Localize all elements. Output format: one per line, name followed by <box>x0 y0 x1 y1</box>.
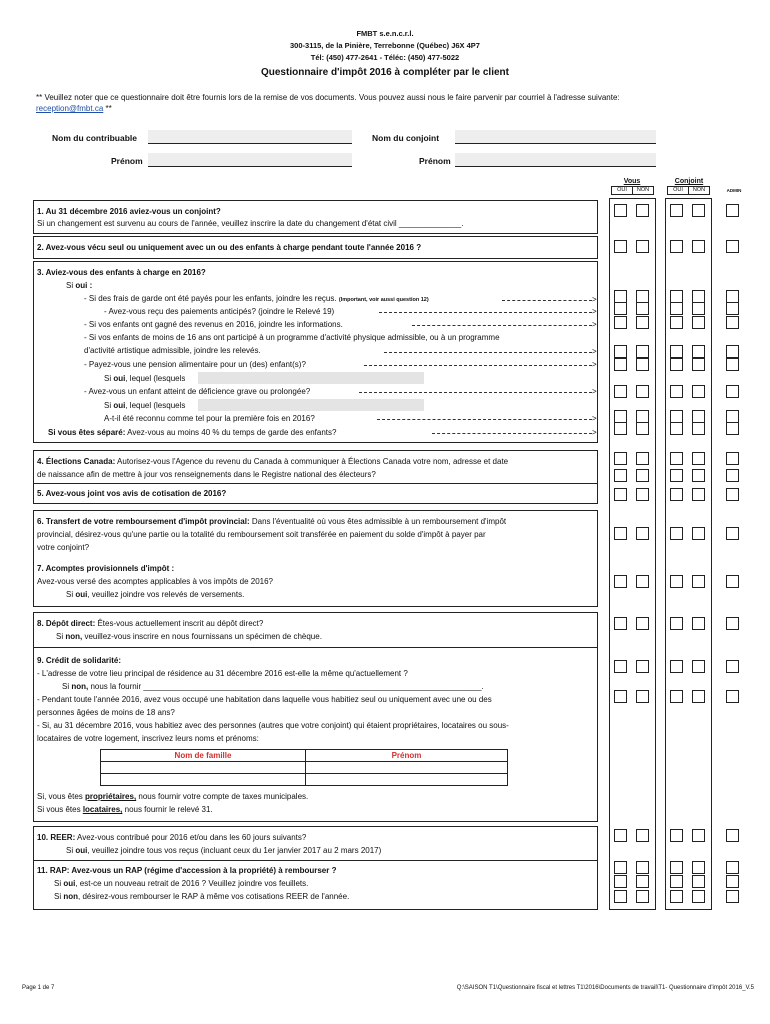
q9-l5-pre: Si, vous êtes <box>37 792 86 801</box>
admin-checkbox[interactable] <box>726 345 739 358</box>
q9-l5-post: nous fournir votre compte de taxes municipales. <box>136 792 309 801</box>
table-cell[interactable] <box>306 762 508 774</box>
admin-checkbox[interactable] <box>726 385 739 398</box>
vous-oui-checkbox[interactable] <box>614 316 627 329</box>
vous-non-checkbox[interactable] <box>636 302 649 315</box>
q11-l1-pre: Si <box>54 879 64 888</box>
admin-checkbox[interactable] <box>726 527 739 540</box>
conjoint-non-checkbox[interactable] <box>692 204 705 217</box>
q3-l10-text: Avez-vous au moins 40 % du temps de garde des enfants? <box>125 428 337 437</box>
q3-l3: - Si vos enfants ont gagné des revenus en 2016, joindre les informations. <box>84 320 343 329</box>
col-nom-header: Nom de famille <box>101 750 306 762</box>
conjoint-non-checkbox[interactable] <box>692 469 705 482</box>
vous-oui-checkbox[interactable] <box>614 875 627 888</box>
conjoint-oui-checkbox[interactable] <box>670 875 683 888</box>
q6-text: Dans l'éventualité où vous êtes admissible à un remboursement d'impôt <box>249 517 507 526</box>
conjoint-non-checkbox[interactable] <box>692 302 705 315</box>
leader-line <box>502 300 592 301</box>
admin-checkbox[interactable] <box>726 316 739 329</box>
q3-l10 <box>48 426 336 439</box>
vous-oui-checkbox[interactable] <box>614 861 627 874</box>
conjoint-non-checkbox[interactable] <box>692 240 705 253</box>
q9-title: 9. Crédit de solidarité: <box>37 656 122 665</box>
conjoint-oui-checkbox[interactable] <box>670 302 683 315</box>
vous-oui-checkbox[interactable] <box>614 385 627 398</box>
admin-checkbox[interactable] <box>726 690 739 703</box>
vous-non-checkbox[interactable] <box>636 617 649 630</box>
q6-l3: votre conjoint? <box>37 543 90 552</box>
conjoint-oui-checkbox[interactable] <box>670 488 683 501</box>
arrow-icon: > <box>592 347 597 356</box>
leader-line <box>379 312 592 313</box>
q3-l6-bold: oui <box>113 374 126 383</box>
table-cell[interactable] <box>306 774 508 786</box>
vous-non-checkbox[interactable] <box>636 452 649 465</box>
q3-l1-note: (Important, voir aussi question 12) <box>338 297 429 303</box>
q11-l2-pre: Si <box>54 892 64 901</box>
vous-non-header: NON <box>632 186 654 195</box>
page-number: Page 1 de 7 <box>22 985 55 991</box>
vous-oui-checkbox[interactable] <box>614 302 627 315</box>
conjoint-non-checkbox[interactable] <box>692 452 705 465</box>
q9-l6-pre: Si vous êtes <box>37 805 83 814</box>
conjoint-non-checkbox[interactable] <box>692 527 705 540</box>
admin-checkbox[interactable] <box>726 617 739 630</box>
arrow-icon: > <box>592 414 597 423</box>
admin-checkbox[interactable] <box>726 204 739 217</box>
vous-oui-checkbox[interactable] <box>614 422 627 435</box>
q9-l5-bold: propriétaires, <box>85 792 137 801</box>
q9-l2 <box>62 680 484 693</box>
conjoint-non-checkbox[interactable] <box>692 875 705 888</box>
leader-line <box>359 392 592 393</box>
q7-title: 7. Acomptes provisionnels d'impôt : <box>37 564 175 573</box>
vous-oui-checkbox[interactable] <box>614 829 627 842</box>
q3-l9: A-t-il été reconnu comme tel pour la première fois en 2016? <box>104 414 315 423</box>
q3-l2: - Avez-vous reçu des paiements anticipés? (joindre le Relevé 19) <box>104 307 335 316</box>
q8-l2-post: veuillez-vous inscrire en nous fournissans un spécimen de chèque. <box>82 632 322 641</box>
vous-oui-checkbox[interactable] <box>614 345 627 358</box>
note <box>36 92 736 114</box>
q4-title: 4. Élections Canada: <box>37 457 116 466</box>
admin-header: ADMIN <box>726 188 742 193</box>
leader-line <box>384 352 592 353</box>
q9-l6 <box>37 803 213 816</box>
admin-checkbox[interactable] <box>726 861 739 874</box>
q2-title: 2. Avez-vous vécu seul ou uniquement avec un ou des enfants à charge pendant toute l'année 2016 ? <box>37 243 422 252</box>
firm-name: FMBT s.e.n.c.r.l. <box>356 29 414 38</box>
vous-non-checkbox[interactable] <box>636 861 649 874</box>
q6-l1 <box>37 515 506 528</box>
arrow-icon: > <box>592 360 597 369</box>
q9-l6-bold: locataires, <box>82 805 123 814</box>
conjoint-non-checkbox[interactable] <box>692 575 705 588</box>
q10-l2-bold: oui <box>75 846 88 855</box>
vous-oui-checkbox[interactable] <box>614 488 627 501</box>
q3-title: 3. Aviez-vous des enfants à charge en 2016? <box>37 268 206 277</box>
q11-l2 <box>54 890 349 903</box>
prenom-conjoint-label: Prénom <box>419 156 451 166</box>
conjoint-oui-checkbox[interactable] <box>670 890 683 903</box>
q9-l4a: - Si, au 31 décembre 2016, vous habitiez avec des personnes (autres que votre conjoint) qui étaient propriétaires, locataires ou sous- <box>37 721 509 730</box>
section-10-11 <box>33 826 598 910</box>
vous-non-checkbox[interactable] <box>636 527 649 540</box>
vous-oui-checkbox[interactable] <box>614 690 627 703</box>
leader-line <box>432 433 592 434</box>
conjoint-non-checkbox[interactable] <box>692 890 705 903</box>
vous-oui-checkbox[interactable] <box>614 240 627 253</box>
divider <box>34 647 597 648</box>
conjoint-field[interactable] <box>455 130 656 144</box>
section-3 <box>33 261 598 443</box>
q8-l1 <box>37 617 263 630</box>
conjoint-oui-checkbox[interactable] <box>670 316 683 329</box>
vous-non-checkbox[interactable] <box>636 890 649 903</box>
conjoint-oui-checkbox[interactable] <box>670 240 683 253</box>
leader-line <box>364 365 592 366</box>
vous-oui-checkbox[interactable] <box>614 575 627 588</box>
conjoint-non-checkbox[interactable] <box>692 422 705 435</box>
conjoint-oui-checkbox[interactable] <box>670 861 683 874</box>
conjoint-oui-checkbox[interactable] <box>670 358 683 371</box>
section-1 <box>33 200 598 234</box>
vous-non-checkbox[interactable] <box>636 316 649 329</box>
vous-oui-checkbox[interactable] <box>614 452 627 465</box>
firm-phone: Tél: (450) 477-2641 - Téléc: (450) 477-5022 <box>310 53 460 62</box>
q3-l6 <box>104 372 185 385</box>
conjoint-oui-header: OUI <box>667 186 689 195</box>
conjoint-non-checkbox[interactable] <box>692 316 705 329</box>
conjoint-oui-checkbox[interactable] <box>670 829 683 842</box>
admin-checkbox[interactable] <box>726 890 739 903</box>
leader-line <box>377 419 592 420</box>
conjoint-oui-checkbox[interactable] <box>670 345 683 358</box>
conjoint-oui-checkbox[interactable] <box>670 617 683 630</box>
conjoint-oui-checkbox[interactable] <box>670 690 683 703</box>
q3-l1-text: - Si des frais de garde ont été payés pour les enfants, joindre les reçus. <box>84 294 337 303</box>
vous-header: Vous <box>623 178 641 185</box>
q3-enfants-pension-input[interactable] <box>198 372 424 384</box>
firm-address: 300-3115, de la Pinière, Terrebonne (Québec) J6X 4P7 <box>290 41 480 50</box>
q7-l2-bold: oui <box>75 590 88 599</box>
vous-non-checkbox[interactable] <box>636 690 649 703</box>
q5-title: 5. Avez-vous joint vos avis de cotisation de 2016? <box>37 489 227 498</box>
conjoint-oui-checkbox[interactable] <box>670 660 683 673</box>
vous-oui-checkbox[interactable] <box>614 204 627 217</box>
q9-l3a: - Pendant toute l'année 2016, avez vous occupé une habitation dans laquelle vous habitiez seul ou uniquement avec une ou des <box>37 695 492 704</box>
q11-l1-post: , est-ce un nouveau retrait de 2016 ? Veuillez joindre vos feuillets. <box>75 879 309 888</box>
conjoint-non-checkbox[interactable] <box>692 829 705 842</box>
conjoint-non-header: NON <box>688 186 710 195</box>
vous-oui-checkbox[interactable] <box>614 660 627 673</box>
q7-l2 <box>66 588 244 601</box>
admin-checkbox[interactable] <box>726 469 739 482</box>
admin-checkbox[interactable] <box>726 829 739 842</box>
vous-oui-checkbox[interactable] <box>614 890 627 903</box>
conjoint-non-checkbox[interactable] <box>692 488 705 501</box>
conjoint-non-checkbox[interactable] <box>692 385 705 398</box>
q11-l1-bold: oui <box>63 879 76 888</box>
vous-non-checkbox[interactable] <box>636 575 649 588</box>
admin-checkbox[interactable] <box>726 240 739 253</box>
q9-l5 <box>37 790 308 803</box>
email-link[interactable]: reception@fmbt.ca <box>36 104 104 113</box>
arrow-icon: > <box>592 295 597 304</box>
q11-l2-post: , désirez-vous rembourser le RAP à même vos cotisations REER de l'année. <box>78 892 350 901</box>
vous-non-checkbox[interactable] <box>636 240 649 253</box>
q3-l8-pre: Si <box>104 401 114 410</box>
vous-non-checkbox[interactable] <box>636 829 649 842</box>
conjoint-non-checkbox[interactable] <box>692 861 705 874</box>
arrow-icon: > <box>592 428 597 437</box>
q10-l2-post: , veuillez joindre tous vos reçus (incluant ceux du 1er janvier 2017 au 2 mars 2017) <box>87 846 382 855</box>
vous-non-checkbox[interactable] <box>636 204 649 217</box>
conjoint-non-checkbox[interactable] <box>692 345 705 358</box>
vous-non-checkbox[interactable] <box>636 358 649 371</box>
q3-l8-post: , lequel (lesquels <box>125 401 186 410</box>
q9-l2-post: nous la fournir ____________________________________________________________________________. <box>88 682 484 691</box>
conjoint-oui-checkbox[interactable] <box>670 575 683 588</box>
q3-l4b: d'activité artistique admissible, joindre les relevés. <box>84 346 261 355</box>
divider <box>34 860 597 861</box>
q7-l2-pre: Si <box>66 590 76 599</box>
admin-checkbox[interactable] <box>726 488 739 501</box>
q3-l4a: - Si vos enfants de moins de 16 ans ont participé à un programme d'activité physique admissible, ou à un programme <box>84 333 500 342</box>
admin-checkbox[interactable] <box>726 358 739 371</box>
vous-non-checkbox[interactable] <box>636 488 649 501</box>
conjoint-non-checkbox[interactable] <box>692 358 705 371</box>
q9-l3b: personnes âgées de moins de 18 ans? <box>37 708 175 717</box>
q3-l5: - Payez-vous une pension alimentaire pour un (des) enfant(s)? <box>84 360 306 369</box>
q8-l2-bold: non, <box>65 632 83 641</box>
arrow-icon: > <box>592 387 597 396</box>
conjoint-non-checkbox[interactable] <box>692 617 705 630</box>
prenom-contribuable-label: Prénom <box>111 156 143 166</box>
q8-l2 <box>56 630 322 643</box>
q10-text: Avez-vous contribué pour 2016 et/ou dans les 60 jours suivants? <box>75 833 307 842</box>
divider <box>34 483 597 484</box>
q6-l2: provincial, désirez-vous qu'une partie ou la totalité du remboursement soit transférée en paiement du solde d'impôt à payer par <box>37 530 486 539</box>
vous-non-checkbox[interactable] <box>636 660 649 673</box>
q3-enfants-deficience-input[interactable] <box>198 399 424 411</box>
q11-l2-bold: non <box>63 892 79 901</box>
q4-l2: de naissance afin de mettre à jour vos renseignements dans le Registre national des électeurs? <box>37 470 376 479</box>
leader-line <box>412 325 592 326</box>
q10-l2-pre: Si <box>66 846 76 855</box>
table-cell[interactable] <box>101 774 306 786</box>
vous-non-checkbox[interactable] <box>636 875 649 888</box>
conjoint-oui-checkbox[interactable] <box>670 385 683 398</box>
q7-l2-post: , veuillez joindre vos relevés de versements. <box>87 590 245 599</box>
q1-title: 1. Au 31 décembre 2016 aviez-vous un conjoint? <box>37 207 221 216</box>
conjoint-header: Conjoint <box>674 178 704 185</box>
q3-l10-bold: Si vous êtes séparé: <box>48 428 126 437</box>
note-suffix: ** <box>103 104 112 113</box>
q9-l6-post: nous fournir le relevé 31. <box>122 805 213 814</box>
q1-line: Si un changement est survenu au cours de l'année, veuillez inscrire la date du changement d'état civil ______________. <box>37 219 464 228</box>
q6-title: 6. Transfert de votre remboursement d'impôt provincial: <box>37 517 250 526</box>
vous-oui-header: OUI <box>611 186 633 195</box>
arrow-icon: > <box>592 307 597 316</box>
q8-text: Êtes-vous actuellement inscrit au dépôt direct? <box>95 619 264 628</box>
vous-non-checkbox[interactable] <box>636 345 649 358</box>
page-title: Questionnaire d'impôt 2016 à compléter par le client <box>260 67 509 78</box>
q4-text: Autorisez-vous l'Agence du revenu du Canada à communiquer à Élections Canada votre nom, adresse et date <box>115 457 509 466</box>
section-2 <box>33 236 598 259</box>
vous-non-checkbox[interactable] <box>636 469 649 482</box>
q11-title: 11. RAP: Avez-vous un RAP (régime d'accession à la propriété) à rembourser ? <box>37 866 337 875</box>
admin-checkbox[interactable] <box>726 452 739 465</box>
cohabitants-table <box>100 749 508 786</box>
vous-non-checkbox[interactable] <box>636 385 649 398</box>
q3-si: Si <box>66 281 76 290</box>
vous-oui-checkbox[interactable] <box>614 527 627 540</box>
vous-non-checkbox[interactable] <box>636 422 649 435</box>
q8-title: 8. Dépôt direct: <box>37 619 96 628</box>
prenom-conjoint-field[interactable] <box>455 153 656 167</box>
q3-l8 <box>104 399 185 412</box>
q4-l1 <box>37 455 508 468</box>
file-path: Q:\SAISON T1\Questionnaire fiscal et lettres T1\2016\Documents de travail\T1- Questionnaire d'impôt 2016_V.5 <box>456 985 754 991</box>
q3-l6-pre: Si <box>104 374 114 383</box>
arrow-icon: > <box>592 320 597 329</box>
q3-l8-bold: oui <box>113 401 126 410</box>
q10-l2 <box>66 844 381 857</box>
section-8-9 <box>33 612 598 822</box>
conjoint-label: Nom du conjoint <box>372 133 440 143</box>
q11-l1 <box>54 877 308 890</box>
q10-title: 10. REER: <box>37 833 76 842</box>
section-4-5 <box>33 450 598 504</box>
prenom-contribuable-field[interactable] <box>148 153 352 167</box>
conjoint-oui-checkbox[interactable] <box>670 204 683 217</box>
admin-checkbox[interactable] <box>726 875 739 888</box>
q7-l1: Avez-vous versé des acomptes applicables à vos impôts de 2016? <box>37 577 273 586</box>
conjoint-oui-checkbox[interactable] <box>670 527 683 540</box>
q9-l4b: locataires de votre logement, inscrivez leurs noms et prénoms: <box>37 734 259 743</box>
conjoint-oui-checkbox[interactable] <box>670 469 683 482</box>
q9-l2-bold: non, <box>71 682 89 691</box>
conjoint-non-checkbox[interactable] <box>692 690 705 703</box>
contribuable-label: Nom du contribuable <box>52 133 137 143</box>
contribuable-field[interactable] <box>148 130 352 144</box>
conjoint-non-checkbox[interactable] <box>692 660 705 673</box>
q8-l2-pre: Si <box>56 632 66 641</box>
section-6-7 <box>33 510 598 607</box>
col-prenom-header: Prénom <box>306 750 508 762</box>
q3-l7: - Avez-vous un enfant atteint de déficience grave ou prolongée? <box>84 387 311 396</box>
vous-oui-checkbox[interactable] <box>614 469 627 482</box>
vous-oui-checkbox[interactable] <box>614 358 627 371</box>
q9-l2-pre: Si <box>62 682 72 691</box>
admin-checkbox[interactable] <box>726 422 739 435</box>
table-cell[interactable] <box>101 762 306 774</box>
vous-oui-checkbox[interactable] <box>614 617 627 630</box>
q9-l1: - L'adresse de votre lieu principal de résidence au 31 décembre 2016 est-elle la même qu'actuellement ? <box>37 669 408 678</box>
note-text: ** Veuillez noter que ce questionnaire doit être fournis lors de la remise de vos documents. Vous pouvez aussi nous le faire parvenir par courriel à l'adresse suivante: <box>36 93 620 102</box>
admin-checkbox[interactable] <box>726 302 739 315</box>
conjoint-oui-checkbox[interactable] <box>670 452 683 465</box>
admin-checkbox[interactable] <box>726 575 739 588</box>
q3-l6-post: , lequel (lesquels <box>125 374 186 383</box>
q10-l1 <box>37 831 306 844</box>
q3-oui: oui : <box>75 281 93 290</box>
admin-checkbox[interactable] <box>726 660 739 673</box>
conjoint-oui-checkbox[interactable] <box>670 422 683 435</box>
q3-si-oui <box>66 279 92 292</box>
